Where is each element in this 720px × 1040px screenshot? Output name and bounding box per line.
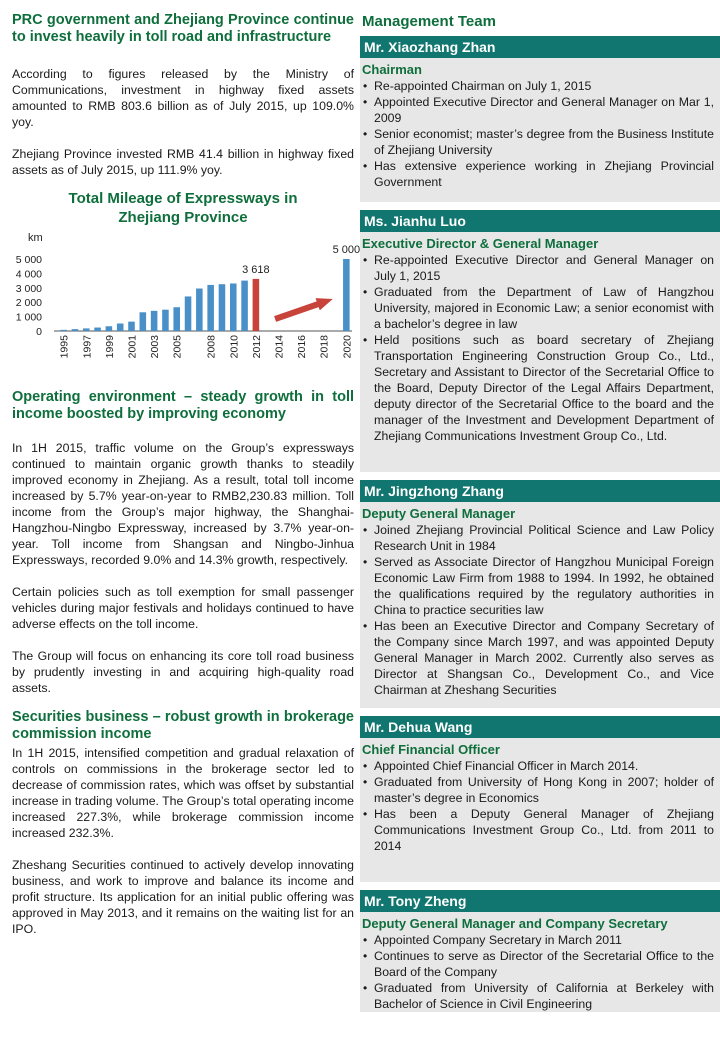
person-details <box>360 912 720 1012</box>
bar <box>230 283 237 331</box>
bar <box>219 284 226 331</box>
paragraph: In 1H 2015, traffic volume on the Group’s expressways continued to maintain organic growth thanks to steadily improved economy in Zhejiang. As a result, total toll income increased by 5.7% year-on-year to RMB2,230.83 million. Toll income from the Group’s major highway, the Shanghai-Hangzhou-Ningbo Expressway, increased by 3.7% year-on-year. Toll income from Shangsan and Ningbo-Jinhua Expressways, recorded 9.0% and 14.3% growth, respectively. <box>12 441 354 567</box>
person-name: Ms. Jianhu Luo <box>360 210 720 232</box>
y-tick-label: 3 000 <box>15 282 42 295</box>
paragraph: In 1H 2015, intensified competition and gradual relaxation of controls on commissions in the brokerage sector led to decrease of commission rates, which was offset by substantial increase in trading volume. The Group’s total operating income increased 227.3%, while brokerage commission income increased 232.3%. <box>12 746 355 840</box>
chart-title: Total Mileage of Expressways in Zhejiang Province <box>68 190 298 226</box>
x-tick-label: 2008 <box>205 335 218 359</box>
person-role: Chief Financial Officer <box>362 742 500 757</box>
bullet-item: • Continues to serve as Director of the Secretarial Office to the Board of the Company <box>362 948 714 980</box>
section-heading-investment: PRC government and Zhejiang Province continue to invest heavily in toll road and infrastructure <box>12 12 354 45</box>
bullet-item: • Served as Associate Director of Hangzhou Municipal Foreign Economic Law Firm from 1988 to 1994. In 1992, he obtained the qualifications required by the regulatory authorities in China to practice securities law <box>362 554 714 618</box>
x-tick-label: 1997 <box>81 335 94 359</box>
bullet-list <box>362 758 714 854</box>
bullet-item: • Re-appointed Chairman on July 1, 2015 <box>362 78 714 94</box>
bullet-list <box>362 522 714 698</box>
bullet-item: • Has been an Executive Director and Company Secretary of the Company since March 1997, and was appointed Deputy General Manager in March 2002. Currently also serves as Director at Shangsan Co., Development Co., and Vice Chairman at Zheshang Securities <box>362 618 714 698</box>
bar <box>106 326 113 331</box>
person-name: Mr. Tony Zheng <box>360 890 720 912</box>
bar <box>207 285 214 331</box>
bullet-item: • Has extensive experience working in Zhejiang Provincial Government <box>362 158 714 190</box>
bar <box>94 328 101 331</box>
paragraph: Certain policies such as toll exemption for small passenger vehicles during major festivals and holidays continued to have adverse effects on the toll income. <box>12 585 354 631</box>
person-name: Mr. Xiaozhang Zhan <box>360 36 720 58</box>
paragraph: Zhejiang Province invested RMB 41.4 billion in highway fixed assets as of July 2015, up 111.9% yoy. <box>12 147 354 177</box>
x-tick-label: 2020 <box>341 335 354 359</box>
person-card <box>360 890 720 1012</box>
person-card <box>360 36 720 202</box>
person-details <box>360 58 720 202</box>
paragraph: According to figures released by the Ministry of Communications, investment in highway fixed assets amounted to RMB 803.6 billion as of July 2015, up 109.0% yoy. <box>12 67 354 129</box>
bar <box>173 307 180 331</box>
bar <box>128 322 135 331</box>
left-column <box>12 12 361 937</box>
person-details <box>360 502 720 708</box>
y-tick-label: 1 000 <box>15 311 42 324</box>
chart-svg <box>12 227 361 379</box>
y-tick-label: 4 000 <box>15 268 42 281</box>
y-tick-label: 5 000 <box>15 254 42 266</box>
x-tick-label: 1999 <box>103 335 116 359</box>
bar <box>196 289 203 331</box>
y-tick-label: 2 000 <box>15 297 42 310</box>
bar <box>241 281 248 331</box>
bullet-item: • Appointed Company Secretary in March 2011 <box>362 932 714 948</box>
data-label: 5 000 <box>332 244 361 256</box>
bar <box>72 329 79 331</box>
x-tick-label: 2014 <box>273 335 286 359</box>
person-role: Deputy General Manager and Company Secretary <box>362 916 668 931</box>
bullet-item: • Appointed Chief Financial Officer in March 2014. <box>362 758 714 774</box>
section-heading-securities: Securities business – robust growth in brokerage commission income <box>12 709 354 742</box>
bullet-item: • Joined Zhejiang Provincial Political Science and Law Policy Research Unit in 1984 <box>362 522 714 554</box>
person-details <box>360 738 720 882</box>
person-name: Mr. Dehua Wang <box>360 716 720 738</box>
person-card <box>360 480 720 708</box>
section-heading-operating: Operating environment – steady growth in toll income boosted by improving economy <box>12 389 354 422</box>
person-details <box>360 232 720 472</box>
bullet-list <box>362 932 714 1012</box>
bar <box>185 296 192 331</box>
person-role: Executive Director & General Manager <box>362 236 599 251</box>
bullet-item: • Senior economist; master’s degree from the Business Institute of Zhejiang University <box>362 126 714 158</box>
x-tick-label: 2001 <box>126 335 139 359</box>
x-tick-label: 2018 <box>318 335 331 359</box>
x-tick-label: 2005 <box>171 335 184 359</box>
bar <box>343 259 350 331</box>
data-label: 3 618 <box>242 263 270 276</box>
paragraph: Zheshang Securities continued to actively develop innovating business, and work to improve and balance its income and profit structure. Its application for an initial public offering was approved in May 2013, and it remains on the waiting list for an IPO. <box>12 858 354 936</box>
expressway-mileage-chart <box>12 189 361 379</box>
x-tick-label: 2010 <box>228 335 241 359</box>
bar <box>117 324 124 331</box>
bar <box>83 328 90 331</box>
bullet-item: • Graduated from University of Hong Kong in 2007; holder of master’s degree in Economics <box>362 774 714 806</box>
bullet-item: • Appointed Executive Director and General Manager on Mar 1, 2009 <box>362 94 714 126</box>
bullet-list <box>362 78 714 190</box>
bar <box>253 279 260 331</box>
bullet-item: • Held positions such as board secretary of Zhejiang Transportation Engineering Construction Group Co., Ltd., Secretary and Assistant to Director of the Secretarial Office to the Board, Deputy Director of the Legal Affairs Department, deputy director of the Secretarial Office to the board and the manager of the Investment and Development Department of Zhejiang Communications Investment Group Co., Ltd. <box>362 332 714 444</box>
bullet-item: • Graduated from the Department of Law of Hangzhou University, majored in Economic Law; a senior economist with a bachelor’s degree in law <box>362 284 714 332</box>
person-card <box>360 210 720 472</box>
management-team-title: Management Team <box>362 13 496 30</box>
paragraph: The Group will focus on enhancing its core toll road business by prudently investing in and acquiring high-quality road assets. <box>12 649 354 695</box>
bar <box>151 311 158 331</box>
bar <box>162 310 169 331</box>
bullet-item: • Has been a Deputy General Manager of Zhejiang Communications Investment Group Co., Ltd. from 2011 to 2014 <box>362 806 714 854</box>
x-tick-label: 2003 <box>149 335 162 359</box>
management-team-column <box>360 12 720 1012</box>
bullet-item: • Re-appointed Executive Director and General Manager on July 1, 2015 <box>362 252 714 284</box>
person-role: Chairman <box>362 62 422 77</box>
person-role: Deputy General Manager <box>362 506 516 521</box>
bar <box>140 312 147 331</box>
x-tick-label: 1995 <box>58 335 71 359</box>
bar <box>60 330 67 331</box>
trend-arrow <box>274 298 333 322</box>
y-axis-label: km <box>28 232 43 244</box>
x-tick-label: 2016 <box>296 335 309 359</box>
person-name: Mr. Jingzhong Zhang <box>360 480 720 502</box>
bullet-list <box>362 252 714 444</box>
x-tick-label: 2012 <box>250 335 263 359</box>
person-card <box>360 716 720 882</box>
bullet-item: • Graduated from University of California at Berkeley with Bachelor of Science in Civil Engineering <box>362 980 714 1012</box>
y-tick-label: 0 <box>36 326 42 338</box>
